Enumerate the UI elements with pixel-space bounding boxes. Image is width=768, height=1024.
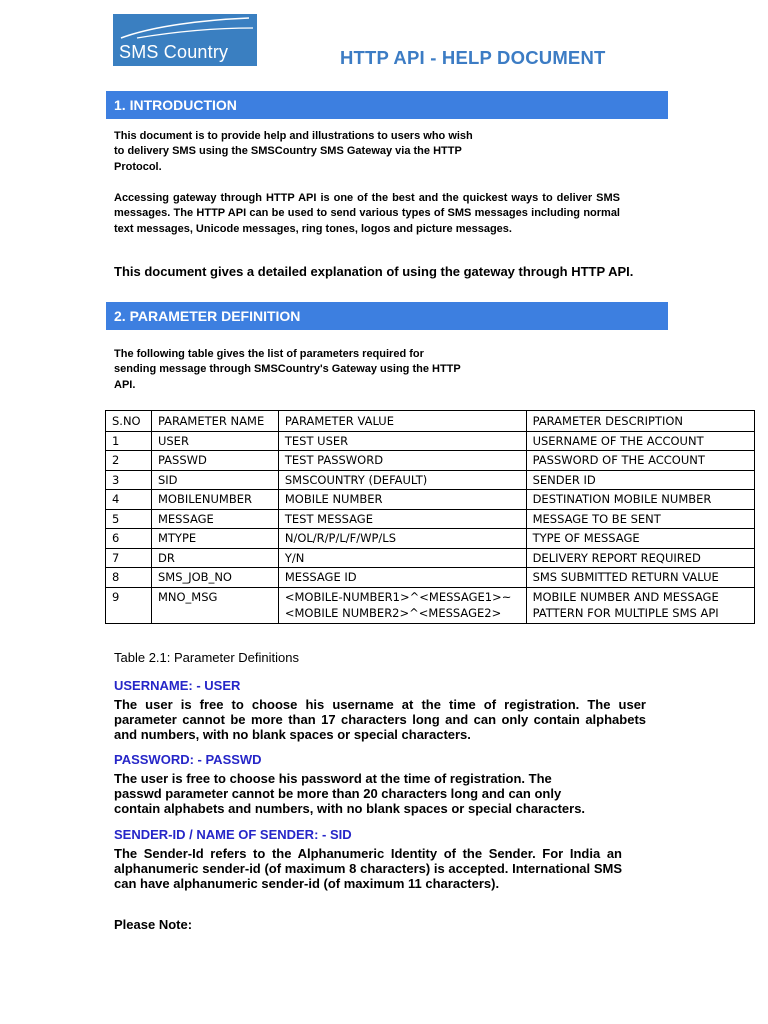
table-row xyxy=(106,431,755,451)
table-cell: 5 xyxy=(106,509,152,529)
table-header-cell: PARAMETER DESCRIPTION xyxy=(526,411,754,432)
table-cell: 3 xyxy=(106,470,152,490)
table-cell: <MOBILE-NUMBER1>^<MESSAGE1>~<MOBILE NUMBER2>^<MESSAGE2> xyxy=(278,587,526,623)
table-cell: 9 xyxy=(106,587,152,623)
table-cell: DR xyxy=(151,548,278,568)
table-cell: Y/N xyxy=(278,548,526,568)
table-cell: 4 xyxy=(106,490,152,510)
parameter-table xyxy=(105,410,755,624)
password-heading: PASSWORD: - PASSWD xyxy=(114,752,262,767)
table-cell: MTYPE xyxy=(151,529,278,549)
table-cell: 2 xyxy=(106,451,152,471)
table-row xyxy=(106,568,755,588)
table-cell: DESTINATION MOBILE NUMBER xyxy=(526,490,754,510)
table-cell: PASSWORD OF THE ACCOUNT xyxy=(526,451,754,471)
table-cell: DELIVERY REPORT REQUIRED xyxy=(526,548,754,568)
table-row xyxy=(106,470,755,490)
username-heading: USERNAME: - USER xyxy=(114,678,241,693)
table-row xyxy=(106,490,755,510)
section-heading-introduction: 1. INTRODUCTION xyxy=(106,91,668,119)
intro-line-2: to delivery SMS using the SMSCountry SMS Gateway via the HTTP xyxy=(114,145,462,158)
table-cell: MESSAGE xyxy=(151,509,278,529)
table-cell: SENDER ID xyxy=(526,470,754,490)
table-cell: MOBILENUMBER xyxy=(151,490,278,510)
table-cell: 6 xyxy=(106,529,152,549)
intro-paragraph-2: Accessing gateway through HTTP API is one of the best and the quickest ways to deliver SMS messages. The HTTP API can be used to send various types of SMS messages including normal text messages, Unicode messages, ring tones, logos and picture messages. xyxy=(114,192,620,235)
intro-paragraph-1 xyxy=(114,129,514,175)
parameter-intro-line-2: sending message through SMSCountry's Gateway using the HTTP xyxy=(114,363,461,376)
table-header-cell: PARAMETER VALUE xyxy=(278,411,526,432)
page-title: HTTP API - HELP DOCUMENT xyxy=(340,47,606,68)
table-cell: MOBILE NUMBER xyxy=(278,490,526,510)
table-cell: SID xyxy=(151,470,278,490)
table-cell: 8 xyxy=(106,568,152,588)
table-cell: 7 xyxy=(106,548,152,568)
password-line-3: contain alphabets and numbers, with no blank spaces or special characters. xyxy=(114,801,586,816)
table-cell: SMS SUBMITTED RETURN VALUE xyxy=(526,568,754,588)
logo-text: SMS Country xyxy=(119,42,229,62)
table-cell: SMSCOUNTRY (DEFAULT) xyxy=(278,470,526,490)
table-header-cell: PARAMETER NAME xyxy=(151,411,278,432)
intro-line-1: This document is to provide help and illustrations to users who wish xyxy=(114,130,473,142)
table-caption: Table 2.1: Parameter Definitions xyxy=(114,650,299,665)
table-cell: MNO_MSG xyxy=(151,587,278,623)
section-heading-parameter-definition: 2. PARAMETER DEFINITION xyxy=(106,302,668,330)
table-cell: TEST USER xyxy=(278,431,526,451)
password-text xyxy=(114,771,654,816)
table-row xyxy=(106,451,755,471)
table-row xyxy=(106,529,755,549)
table-cell: N/OL/R/P/L/F/WP/LS xyxy=(278,529,526,549)
please-note-label: Please Note: xyxy=(114,917,193,932)
table-cell: USERNAME OF THE ACCOUNT xyxy=(526,431,754,451)
username-text: The user is free to choose his username at the time of registration. The user parameter cannot be more than 17 characters long and can only contain alphabets and numbers, with no blank spaces or special characters. xyxy=(114,697,646,742)
table-cell: TYPE OF MESSAGE xyxy=(526,529,754,549)
table-cell: 1 xyxy=(106,431,152,451)
table-cell: PASSWD xyxy=(151,451,278,471)
password-line-1: The user is free to choose his password at the time of registration. The xyxy=(114,771,552,786)
parameter-intro-line-1: The following table gives the list of parameters required for xyxy=(114,348,424,360)
table-cell: TEST PASSWORD xyxy=(278,451,526,471)
table-row xyxy=(106,548,755,568)
logo xyxy=(113,14,257,66)
table-cell: SMS_JOB_NO xyxy=(151,568,278,588)
table-cell: USER xyxy=(151,431,278,451)
parameter-intro-line-3: API. xyxy=(114,378,136,391)
table-cell: MOBILE NUMBER AND MESSAGE PATTERN FOR MULTIPLE SMS API xyxy=(526,587,754,623)
intro-line-3: Protocol. xyxy=(114,160,162,173)
password-line-2: passwd parameter cannot be more than 20 characters long and can only xyxy=(114,786,562,801)
intro-paragraph-3: This document gives a detailed explanation of using the gateway through HTTP API. xyxy=(114,264,634,279)
table-header-row xyxy=(106,411,755,432)
table-header-cell: S.NO xyxy=(106,411,152,432)
table-cell: MESSAGE TO BE SENT xyxy=(526,509,754,529)
parameter-intro xyxy=(114,347,524,393)
table-cell: TEST MESSAGE xyxy=(278,509,526,529)
table-cell: MESSAGE ID xyxy=(278,568,526,588)
table-row xyxy=(106,587,755,623)
sender-id-text: The Sender-Id refers to the Alphanumeric Identity of the Sender. For India an alphanumeric sender-id (of maximum 8 characters) is accepted. International SMS can have alphanumeric sender-id (of maximum 11 characters). xyxy=(114,846,622,891)
sender-id-heading: SENDER-ID / NAME OF SENDER: - SID xyxy=(114,827,352,842)
table-row xyxy=(106,509,755,529)
